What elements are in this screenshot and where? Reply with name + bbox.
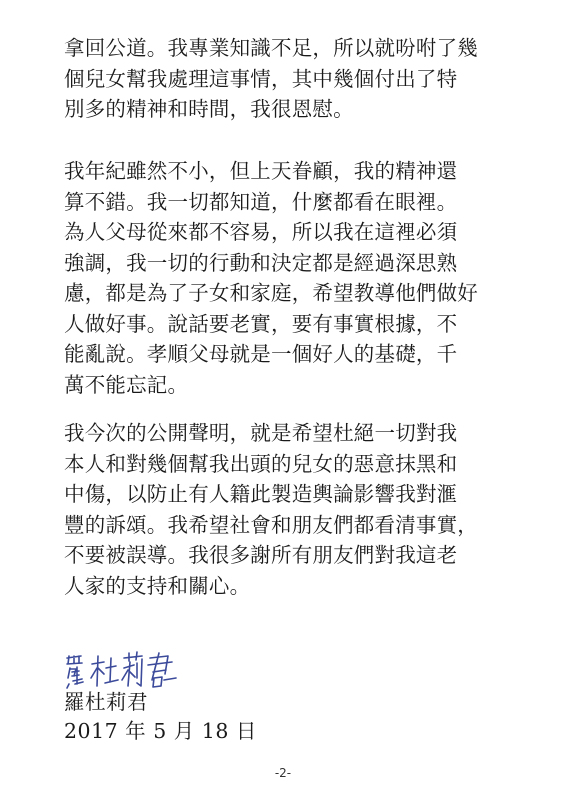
signer-name: 羅杜莉君	[64, 690, 148, 714]
signature-date: 2017 年 5 月 18 日	[64, 719, 257, 743]
text-line: 本人和對幾個幫我出頭的兒女的惡意抹黑和	[64, 451, 458, 476]
text-line: 我今次的公開聲明，就是希望杜絕一切對我	[64, 421, 458, 445]
text-line: 強調，我一切的行動和決定都是經過深思熟	[64, 250, 458, 275]
text-line: 別多的精神和時間，我很恩慰。	[64, 97, 354, 121]
text-line: 豐的訴頌。我希望社會和朋友們都看清事實，	[64, 512, 478, 537]
text-line: 拿回公道。我專業知識不足，所以就吩咐了幾	[64, 36, 478, 60]
text-line: 為人父母從來都不容易，所以我在這裡必須	[64, 220, 458, 244]
text-line: 算不錯。我一切都知道，什麼都看在眼裡。	[64, 189, 458, 214]
paragraph-1	[64, 33, 504, 125]
text-line: 中傷，以防止有人籍此製造輿論影響我對滙	[64, 482, 458, 506]
text-line: 能亂說。孝順父母就是一個好人的基礎，千	[64, 342, 458, 366]
text-line: 萬不能忘記。	[64, 372, 189, 397]
text-line: 我年紀雖然不小，但上天眷顧，我的精神還	[64, 159, 458, 183]
page-number: -2-	[274, 766, 292, 780]
text-line: 慮，都是為了子女和家庭，希望教導他們做好	[64, 281, 478, 305]
text-line: 不要被誤導。我很多謝所有朋友們對我這老	[64, 543, 458, 567]
paragraph-3	[64, 418, 504, 601]
text-line: 人做好事。說話要老實，要有事實根據，不	[64, 311, 458, 336]
paragraph-2	[64, 156, 504, 400]
text-line: 人家的支持和關心。	[64, 573, 251, 598]
text-line: 個兒女幫我處理這事情，其中幾個付出了特	[64, 66, 458, 91]
